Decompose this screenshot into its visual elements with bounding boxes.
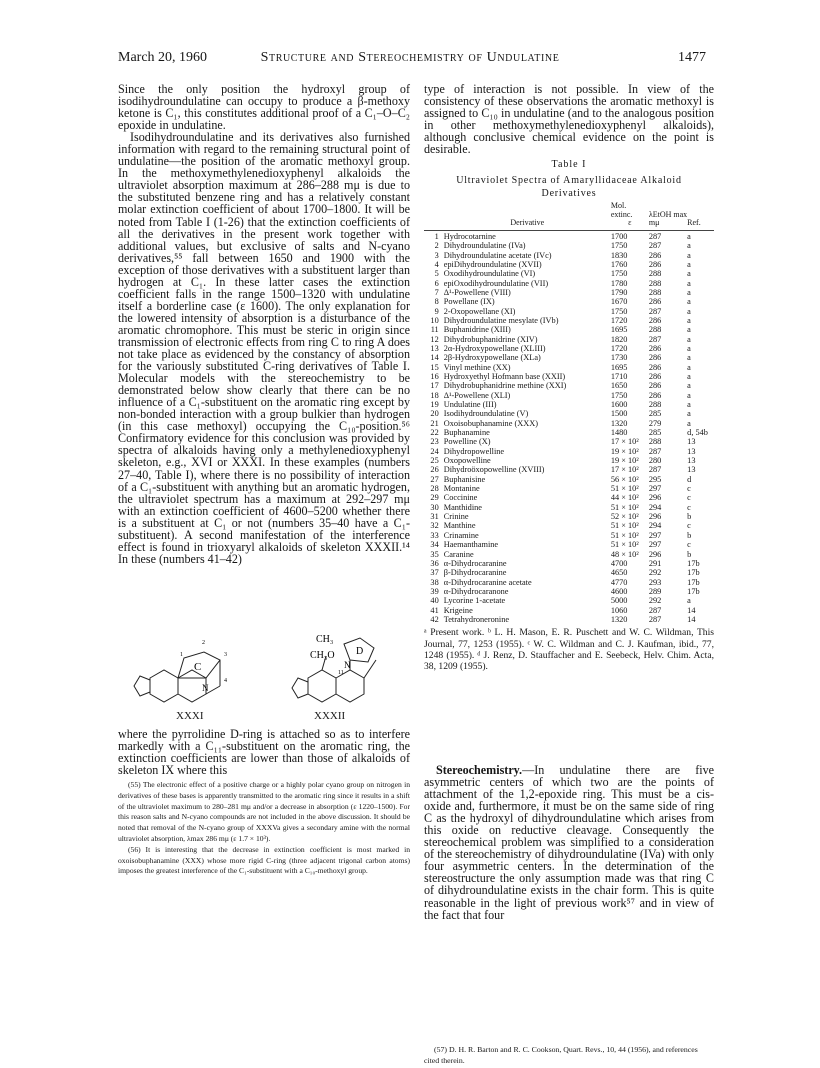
stereochemistry-section xyxy=(424,764,714,921)
row-ref: a xyxy=(687,353,691,363)
row-lambda-max: 288 xyxy=(648,278,662,288)
table-row xyxy=(424,615,714,624)
table-row xyxy=(424,568,714,577)
structure-xxxii-ch3: CH₃ xyxy=(316,634,334,645)
table-row xyxy=(424,596,714,605)
row-extinction: 51 × 10² xyxy=(610,502,639,512)
row-number: 22 xyxy=(430,428,439,438)
row-ref: a xyxy=(687,334,691,344)
row-ref: a xyxy=(687,418,691,428)
header-mmu: mμ xyxy=(648,218,660,228)
row-ref: b xyxy=(687,530,692,540)
table-row xyxy=(424,550,714,559)
row-derivative: α-Dihydrocaranine acetate xyxy=(443,577,532,587)
row-number: 13 xyxy=(430,343,439,353)
row-number: 40 xyxy=(430,596,439,606)
row-ref: a xyxy=(687,241,691,251)
footnote-56: (56) It is interesting that the decrease in extinction coefficient is most marked in oxoisobuphanamine (XXX) whose more rigid C-ring (three adjacent trigonal carbon atoms) imposes the greatest interference of the C₁-substituent with a C₁₀-methoxyl group. xyxy=(118,844,410,876)
table-row xyxy=(424,325,714,334)
row-number: 1 xyxy=(424,230,444,241)
table-row xyxy=(424,297,714,306)
row-lambda-max: 287 xyxy=(648,605,662,615)
row-extinction: 1695 xyxy=(610,325,628,335)
row-derivative: Undulatine (III) xyxy=(443,400,497,410)
table-row xyxy=(424,531,714,540)
row-derivative: Δ¹-Powellene (VIII) xyxy=(443,287,511,297)
row-extinction: 1720 xyxy=(610,343,628,353)
table-row xyxy=(424,307,714,316)
row-extinction: 1750 xyxy=(610,269,628,279)
header-extinction xyxy=(611,202,649,230)
row-derivative: Buphanamine xyxy=(443,428,490,438)
row-ref: a xyxy=(687,362,691,372)
table-row xyxy=(424,503,714,512)
table-row xyxy=(424,391,714,400)
structure-xxxi-pos3: 3 xyxy=(224,652,227,658)
row-ref: a xyxy=(687,259,691,269)
row-number: 29 xyxy=(430,493,439,503)
row-lambda-max: 291 xyxy=(648,558,662,568)
table-row xyxy=(424,428,714,437)
uv-spectra-table xyxy=(424,202,714,624)
row-extinction: 1750 xyxy=(610,241,628,251)
row-lambda-max: 292 xyxy=(648,568,662,578)
row-ref: c xyxy=(687,493,691,503)
row-ref: c xyxy=(687,484,691,494)
row-lambda-max: 289 xyxy=(648,586,662,596)
left-column-continued xyxy=(118,728,410,776)
row-extinction: 1600 xyxy=(610,400,628,410)
row-derivative: Montanine xyxy=(443,484,480,494)
row-derivative: 2β-Hydroxypowellane (XLa) xyxy=(443,353,541,363)
row-derivative: Δ¹-Powellene (XLI) xyxy=(443,390,511,400)
row-derivative: Manthine xyxy=(443,521,476,531)
table-row xyxy=(424,465,714,474)
row-number: 2 xyxy=(434,241,439,251)
row-derivative: Dihydroundulatine (IVa) xyxy=(443,241,526,251)
row-number: 6 xyxy=(434,278,439,288)
row-ref: a xyxy=(687,297,691,307)
row-lambda-max: 296 xyxy=(648,549,662,559)
row-derivative: Buphanidrine (XIII) xyxy=(443,325,511,335)
table-row xyxy=(424,230,714,241)
structure-xxxi-pos4: 4 xyxy=(224,678,227,684)
row-extinction: 19 × 10² xyxy=(610,446,639,456)
row-lambda-max: 294 xyxy=(648,502,662,512)
row-ref: a xyxy=(687,409,691,419)
row-derivative: 2α-Hydroxypowellane (XLIII) xyxy=(443,343,546,353)
row-extinction: 1500 xyxy=(610,409,628,419)
row-lambda-max: 286 xyxy=(648,381,662,391)
row-ref: c xyxy=(687,521,691,531)
row-lambda-max: 287 xyxy=(648,465,662,475)
row-extinction: 1820 xyxy=(610,334,628,344)
row-ref: 17b xyxy=(687,568,700,578)
row-extinction: 1720 xyxy=(610,315,628,325)
row-extinction: 51 × 10² xyxy=(610,540,639,550)
row-ref: a xyxy=(687,596,691,606)
row-number: 31 xyxy=(430,512,439,522)
row-ref: 17b xyxy=(687,586,700,596)
structure-xxxi-pos2: 2 xyxy=(202,640,205,646)
footnotes-left xyxy=(118,780,410,877)
paragraph-assignment: type of interaction is not possible. In view of the consistency of these observations the aromatic methoxyl is assigned to C₁₀ in undulatine (and to the analogous position in other methoxymethylenedioxyphenyl alkaloids), although conclusive chemical evidence on the point is desirable. xyxy=(424,82,714,157)
row-lambda-max: 294 xyxy=(648,521,662,531)
row-extinction: 51 × 10² xyxy=(610,530,639,540)
table-row xyxy=(424,260,714,269)
row-derivative: Dihydrobuphanidrine methine (XXI) xyxy=(443,381,567,391)
row-lambda-max: 287 xyxy=(648,306,662,316)
row-number: 33 xyxy=(430,530,439,540)
row-derivative: Dihydrobuphanidrine (XIV) xyxy=(443,334,538,344)
row-lambda-max: 286 xyxy=(648,390,662,400)
row-ref: 13 xyxy=(687,456,696,466)
row-ref: a xyxy=(687,230,714,241)
table-row xyxy=(424,269,714,278)
paragraph-methoxyl-position: Isodihydroundulatine and its derivatives also furnished information with regard to the remaining structural point of undulatine—the position of the aromatic methoxyl group. In the methoxymethylenedioxyphenyl alkaloids the ultraviolet absorption maximum at 286–288 mμ is due to the substituted benzene ring and has a relatively constant molar extinction coefficient of about 1700–1800. It will be noted from Table I (1-26) that the extinction coefficients of all the derivatives in the present work together with additional values, but exclusive of salts and N-cyano derivatives,⁵⁵ fall between 1650 and 1900 with the exception of those derivatives with a substituent larger than hydrogen at C₁. In these latter cases the extinction coefficient falls in the range 1500–1320 with undulatine itself a borderline case (ε 1600). The only explanation for the lowered intensity of absorption is a disturbance of the aromatic chromophore. This must be steric in origin since transmission of electronic effects from ring C to ring A does not take place as evidenced by the constancy of absorption for the variously substituted C-ring derivatives of Table I. Molecular models with the stereochemistry to be demonstrated below show clearly that there can be no influence of a C₁-substituent on the aromatic ring except by non-bonded interaction with a group bulkier than hydrogen (in this case methoxyl) occupying the C₁₀-position.⁵⁶ Confirmatory evidence for this conclusion was provided by spectra of alkaloids having only a methylenedioxyphenyl skeleton, e.g., XVI or XXXI. In these examples (numbers 27–40, Table I), where there is no possibility of interaction of a C₁-substituent with anything but an aromatic hydrogen, the ultraviolet spectrum has a maximum at 292–297 mμ with an extinction coefficient of 4600–5200 whether there is a substituent at C₁ or not (numbers 35–40 have a C₁-substituent). A second manifestation of the interference effect is found in trioxyaryl alkaloids of skeleton XXXII.¹⁴ In these (numbers 41–42) xyxy=(118,130,410,566)
row-extinction: 56 × 10² xyxy=(610,474,639,484)
row-lambda-max: 295 xyxy=(648,474,662,484)
table-row xyxy=(424,241,714,250)
row-ref: a xyxy=(687,250,691,260)
row-number: 42 xyxy=(430,614,439,624)
label-xxxi: XXXI xyxy=(176,710,204,722)
row-lambda-max: 297 xyxy=(648,530,662,540)
table-footnote: ᵃ Present work. ᵇ L. H. Mason, E. R. Puschett and W. C. Wildman, This Journal, 77, 1253 (1955). ᶜ W. C. Wildman and C. J. Kaufman, ibid., 77, 1248 (1955). ᵈ J. Renz, D. Stauffacher and E. Seebeck, Helv. Chim. Acta, 38, 1209 (1955). xyxy=(424,627,714,673)
table-row xyxy=(424,437,714,446)
row-extinction: 1695 xyxy=(610,362,628,372)
table-row xyxy=(424,578,714,587)
row-number: 12 xyxy=(430,334,439,344)
row-extinction: 1830 xyxy=(610,250,628,260)
row-ref: a xyxy=(687,381,691,391)
row-ref: a xyxy=(687,315,691,325)
row-lambda-max: 288 xyxy=(648,400,662,410)
row-number: 27 xyxy=(430,474,439,484)
row-number: 37 xyxy=(430,568,439,578)
row-derivative: Powelline (X) xyxy=(443,437,491,447)
row-number: 21 xyxy=(430,418,439,428)
header-lambda: λEtOH max xyxy=(648,209,688,219)
row-extinction: 1650 xyxy=(610,381,628,391)
row-number: 30 xyxy=(430,502,439,512)
row-derivative: Lycorine 1-acetate xyxy=(443,596,506,606)
structure-xxxii xyxy=(268,630,408,712)
structure-xxxi-ring-c: C xyxy=(194,661,202,673)
row-derivative: Hydrocotarnine xyxy=(444,230,611,241)
row-ref: a xyxy=(687,371,691,381)
page-number: 1477 xyxy=(678,50,706,65)
structure-xxxii-n: N xyxy=(344,660,351,670)
row-derivative: Crinamine xyxy=(443,530,479,540)
header-mol: Mol. xyxy=(610,201,627,211)
row-extinction: 1750 xyxy=(610,390,628,400)
table-row xyxy=(424,353,714,362)
row-derivative: α-Dihydrocaranone xyxy=(443,586,509,596)
row-ref: 17b xyxy=(687,558,700,568)
row-lambda-max: 296 xyxy=(648,512,662,522)
row-ref: d xyxy=(687,474,692,484)
row-lambda-max: 286 xyxy=(648,250,662,260)
row-ref: a xyxy=(687,390,691,400)
row-ref: b xyxy=(687,512,692,522)
table-row xyxy=(424,400,714,409)
structure-xxxii-ring-d: D xyxy=(356,646,364,657)
header-extinc: extinc. xyxy=(610,209,633,219)
paragraph-pyrrolidine: where the pyrrolidine D-ring is attached so as to interfere markedly with a C₁₁-substituent on the aromatic ring, the extinction coefficients are lower than those of alkaloids of skeleton IX where this xyxy=(118,727,410,778)
row-ref: 13 xyxy=(687,465,696,475)
row-lambda-max: 286 xyxy=(648,315,662,325)
table-row xyxy=(424,521,714,530)
row-number: 4 xyxy=(434,259,439,269)
row-number: 9 xyxy=(434,306,439,316)
row-number: 10 xyxy=(430,315,439,325)
row-lambda-max: 280 xyxy=(648,456,662,466)
row-derivative: 2-Oxopowellane (XI) xyxy=(443,306,516,316)
row-ref: 14 xyxy=(687,614,696,624)
header-lambda-max xyxy=(649,202,687,230)
row-lambda-max: 286 xyxy=(648,343,662,353)
row-extinction: 4650 xyxy=(610,568,628,578)
row-derivative: Dihydropowelline xyxy=(443,446,505,456)
running-date: March 20, 1960 xyxy=(118,50,208,65)
row-derivative: α-Dihydrocaranine xyxy=(443,558,507,568)
table-row xyxy=(424,493,714,502)
row-derivative: Krigeine xyxy=(443,605,473,615)
table-row xyxy=(424,372,714,381)
row-number: 20 xyxy=(430,409,439,419)
table-row xyxy=(424,288,714,297)
structure-xxxii-ch3o: CH₃O xyxy=(310,650,335,661)
row-derivative: Manthidine xyxy=(443,502,482,512)
row-number: 34 xyxy=(430,540,439,550)
table-row xyxy=(424,456,714,465)
row-extinction: 5000 xyxy=(610,596,628,606)
row-number: 19 xyxy=(430,400,439,410)
row-derivative: epiDihydroundulatine (XVII) xyxy=(443,259,542,269)
running-title: Structure and Stereochemistry of Undulatine xyxy=(260,50,560,65)
left-column xyxy=(118,83,410,565)
row-ref: d, 54b xyxy=(687,428,708,438)
table-row xyxy=(424,251,714,260)
header-derivative: Derivative xyxy=(510,218,545,228)
table-row xyxy=(424,279,714,288)
row-number: 25 xyxy=(430,456,439,466)
row-number: 18 xyxy=(430,390,439,400)
structure-xxxi-pos1: 1 xyxy=(180,652,183,658)
row-extinction: 51 × 10² xyxy=(610,521,639,531)
row-lambda-max: 288 xyxy=(648,325,662,335)
row-lambda-max: 286 xyxy=(648,371,662,381)
row-lambda-max: 286 xyxy=(648,353,662,363)
row-number: 11 xyxy=(430,325,439,335)
row-extinction: 1790 xyxy=(610,287,628,297)
row-lambda-max: 288 xyxy=(648,437,662,447)
header-ref: Ref. xyxy=(687,218,701,228)
row-ref: a xyxy=(687,343,691,353)
table-row xyxy=(424,606,714,615)
paragraph-epoxide-proof: Since the only position the hydroxyl group of isodihydroundulatine can occupy to produce a β-methoxy ketone is C₁, this constitutes additional proof of a C₁–O–C₂ epoxide in undulatine. xyxy=(118,82,410,133)
row-lambda-max: 279 xyxy=(648,418,662,428)
row-derivative: Oxopowelline xyxy=(443,456,491,466)
table-row xyxy=(424,335,714,344)
row-extinction: 1320 xyxy=(610,418,628,428)
row-derivative: Isodihydroundulatine (V) xyxy=(443,409,529,419)
row-extinction: 4770 xyxy=(610,577,628,587)
structure-xxxi xyxy=(120,628,270,710)
row-lambda-max: 297 xyxy=(648,484,662,494)
row-derivative: Tetrahydroneronine xyxy=(443,614,510,624)
row-extinction: 1760 xyxy=(610,259,628,269)
row-number: 8 xyxy=(434,297,439,307)
table-row xyxy=(424,447,714,456)
row-ref: c xyxy=(687,502,691,512)
row-lambda-max: 287 xyxy=(648,334,662,344)
row-extinction: 1730 xyxy=(610,353,628,363)
table-caption-line1: Ultraviolet Spectra of Amaryllidaceae Alkaloid xyxy=(456,175,682,187)
row-extinction: 52 × 10² xyxy=(610,512,639,522)
row-lambda-max: 285 xyxy=(648,428,662,438)
footnote-55: (55) The electronic effect of a positive charge or a highly polar cyano group on nitrogen in derivatives of these bases is apparently transmitted to the aromatic ring since it results in a shift of the ultraviolet maximum to 280–281 mμ and/or a decrease in absorption (ε 1220–1500). For this reason salts and N-cyano compounds are not included in the above discussion. It should be noted that removal of the N-cyano group of XXXVa gives a secondary amine with the normal ultraviolet absorption, λmax 286 mμ (ε 1.7 × 10³). xyxy=(118,780,410,843)
row-number: 23 xyxy=(430,437,439,447)
table-row xyxy=(424,409,714,418)
footnote-57: (57) D. H. R. Barton and R. C. Cookson, Quart. Revs., 10, 44 (1956), and references cited therein. xyxy=(424,1045,698,1065)
row-lambda-max: 292 xyxy=(648,596,662,606)
row-extinction: 17 × 10² xyxy=(610,465,639,475)
row-extinction: 4600 xyxy=(610,586,628,596)
table-row xyxy=(424,540,714,549)
row-lambda-max: 287 xyxy=(648,241,662,251)
row-derivative: Oxodihydroundulatine (VI) xyxy=(443,269,536,279)
row-extinction: 1320 xyxy=(610,614,628,624)
table-body xyxy=(424,230,714,624)
row-ref: a xyxy=(687,269,691,279)
row-extinction: 1700 xyxy=(611,230,649,241)
table-row xyxy=(424,363,714,372)
row-lambda-max: 296 xyxy=(648,493,662,503)
row-derivative: β-Dihydrocaranine xyxy=(443,568,507,578)
row-number: 7 xyxy=(434,287,439,297)
structure-xxxii-pos11: 11 xyxy=(338,670,344,676)
row-number: 17 xyxy=(430,381,439,391)
row-lambda-max: 293 xyxy=(648,577,662,587)
row-ref: a xyxy=(687,306,691,316)
row-extinction: 1780 xyxy=(610,278,628,288)
row-ref: 13 xyxy=(687,437,696,447)
row-derivative: Vinyl methine (XX) xyxy=(443,362,511,372)
table-row xyxy=(424,344,714,353)
row-derivative: Caranine xyxy=(443,549,474,559)
row-number: 39 xyxy=(430,586,439,596)
table-title: Table I xyxy=(551,159,587,171)
row-number: 5 xyxy=(434,269,439,279)
row-derivative: Dihydroundulatine acetate (IVc) xyxy=(443,250,552,260)
row-lambda-max: 286 xyxy=(648,297,662,307)
row-derivative: Hydroxyethyl Hofmann base (XXII) xyxy=(443,371,566,381)
row-number: 38 xyxy=(430,577,439,587)
table-row xyxy=(424,559,714,568)
row-extinction: 1710 xyxy=(610,371,628,381)
row-derivative: Coccinine xyxy=(443,493,478,503)
row-ref: a xyxy=(687,325,691,335)
row-lambda-max: 287 xyxy=(649,230,687,241)
row-ref: c xyxy=(687,540,691,550)
row-ref: 13 xyxy=(687,446,696,456)
row-derivative: Dihydroundulatine mesylate (IVb) xyxy=(443,315,559,325)
row-ref: 14 xyxy=(687,605,696,615)
row-number: 35 xyxy=(430,549,439,559)
row-extinction: 51 × 10² xyxy=(610,484,639,494)
row-lambda-max: 286 xyxy=(648,259,662,269)
row-ref: a xyxy=(687,400,691,410)
row-lambda-max: 285 xyxy=(648,409,662,419)
structure-xxxi-n: N xyxy=(202,683,209,693)
header-epsilon: ε xyxy=(628,218,632,228)
row-number: 41 xyxy=(430,605,439,615)
table-row xyxy=(424,512,714,521)
row-derivative: Dihydroöxopowelline (XVIII) xyxy=(443,465,545,475)
row-number: 15 xyxy=(430,362,439,372)
label-xxxii: XXXII xyxy=(314,710,346,722)
row-number: 24 xyxy=(430,446,439,456)
table-row xyxy=(424,316,714,325)
row-derivative: Buphanisine xyxy=(443,474,486,484)
stereochemistry-text: —In undulatine there are five asymmetric centers of which two are the points of attachment of the 1,2-epoxide ring. This must be a cis-oxide and, furthermore, it must be on the same side of ring C as the hydroxyl of dihydroundulatine which arises from this oxide on reductive cleavage. Consequently the stereochemical problem was simplified to a consideration of the stereochemistry of dihydroundulatine (IVa) with only four asymmetric centers. In the determination of the stereostructure the only assumption made was that ring C of dihydroundulatine exists in the chair form. This is quite reasonable in the light of previous work⁵⁷ and in view of the fact that four xyxy=(424,763,714,922)
stereochemistry-heading: Stereochemistry. xyxy=(436,763,523,777)
row-number: 3 xyxy=(434,250,439,260)
row-derivative: Haemanthamine xyxy=(443,540,499,550)
row-number: 16 xyxy=(430,371,439,381)
row-derivative: Crinine xyxy=(443,512,469,522)
row-extinction: 4700 xyxy=(610,558,628,568)
row-lambda-max: 297 xyxy=(648,540,662,550)
row-extinction: 1060 xyxy=(610,605,628,615)
table-row xyxy=(424,475,714,484)
row-number: 32 xyxy=(430,521,439,531)
table-row xyxy=(424,484,714,493)
row-ref: a xyxy=(687,278,691,288)
row-extinction: 17 × 10² xyxy=(610,437,639,447)
row-number: 14 xyxy=(430,353,439,363)
row-extinction: 1480 xyxy=(610,428,628,438)
row-derivative: Oxoisobuphanamine (XXX) xyxy=(443,418,538,428)
table-row xyxy=(424,587,714,596)
row-derivative: epiOxodihydroundulatine (VII) xyxy=(443,278,549,288)
row-extinction: 19 × 10² xyxy=(610,456,639,466)
row-lambda-max: 288 xyxy=(648,269,662,279)
table-row xyxy=(424,381,714,390)
row-extinction: 44 × 10² xyxy=(610,493,639,503)
row-ref: b xyxy=(687,549,692,559)
row-ref: 17b xyxy=(687,577,700,587)
right-column xyxy=(424,83,714,673)
row-number: 28 xyxy=(430,484,439,494)
row-lambda-max: 286 xyxy=(648,362,662,372)
row-lambda-max: 288 xyxy=(648,287,662,297)
row-extinction: 48 × 10² xyxy=(610,549,639,559)
row-ref: a xyxy=(687,287,691,297)
row-lambda-max: 287 xyxy=(648,614,662,624)
table-row xyxy=(424,419,714,428)
row-extinction: 1750 xyxy=(610,306,628,316)
row-derivative: Powellane (IX) xyxy=(443,297,495,307)
row-number: 26 xyxy=(430,465,439,475)
table-caption-line2: Derivatives xyxy=(541,188,597,200)
row-extinction: 1670 xyxy=(610,297,628,307)
row-lambda-max: 287 xyxy=(648,446,662,456)
row-number: 36 xyxy=(430,558,439,568)
